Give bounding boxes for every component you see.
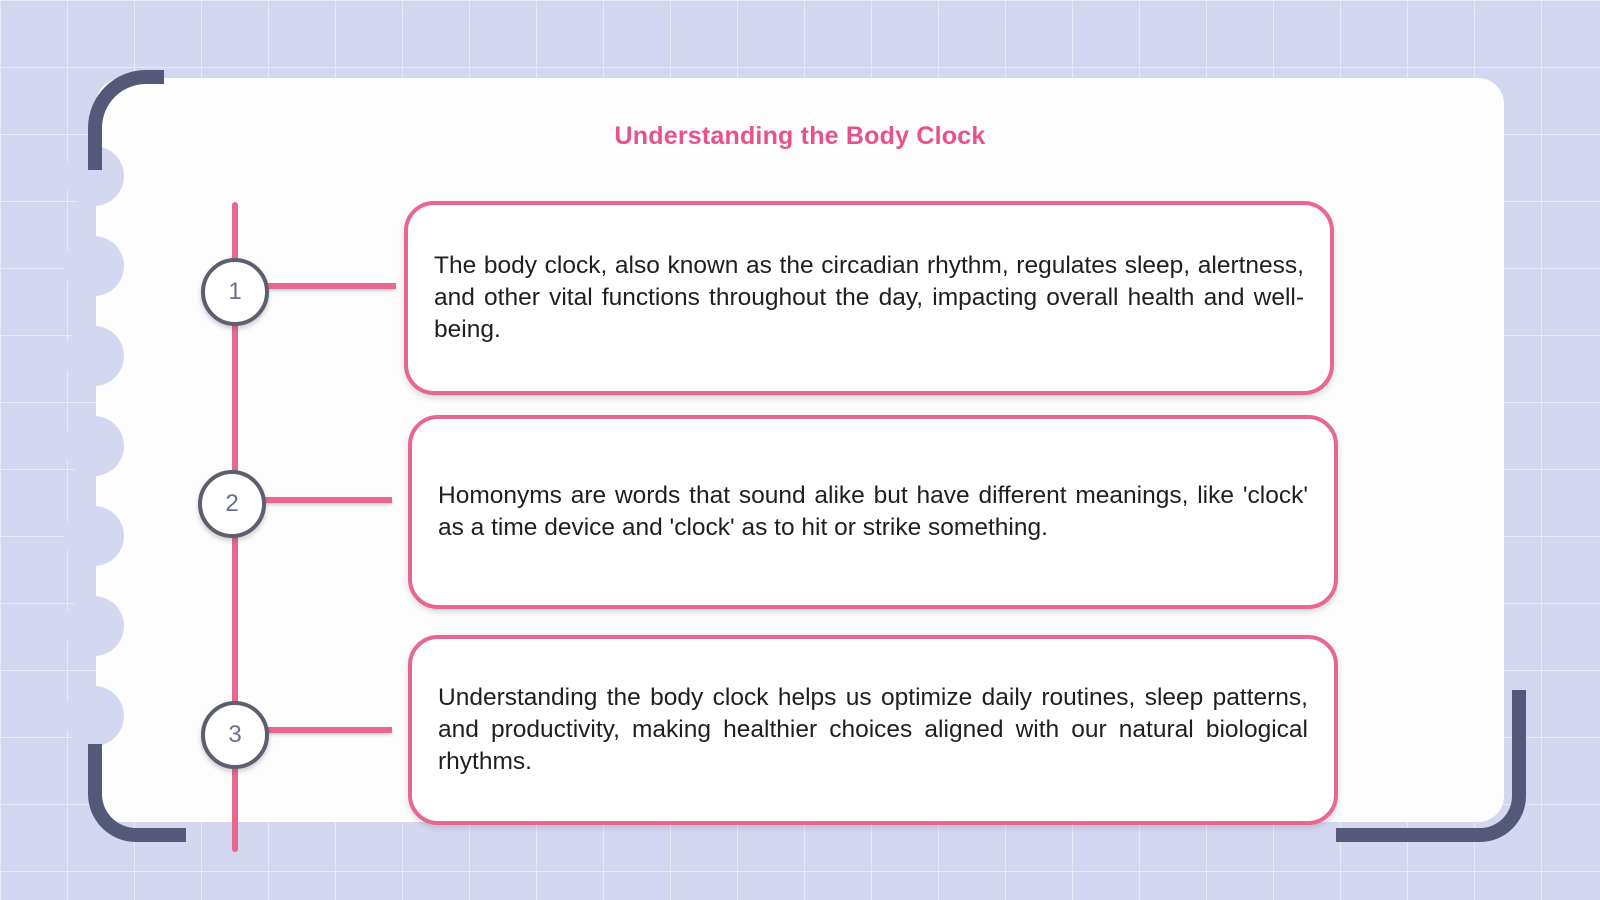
step-number: 2 [225, 490, 239, 517]
timeline-connector [266, 283, 396, 289]
step-content-box [408, 635, 1338, 825]
step-number-circle [201, 258, 269, 326]
corner-bracket-top-left [88, 70, 164, 170]
timeline-connector [262, 497, 392, 503]
page-scallop [64, 236, 124, 296]
step-number: 1 [228, 278, 242, 305]
step-number-circle [198, 470, 266, 538]
step-text: Homonyms are words that sound alike but have different meanings, like 'clock' as a time device and 'clock' as to hit or strike something. [438, 482, 1308, 541]
page-scallop [64, 686, 124, 746]
step-text: Understanding the body clock helps us optimize daily routines, sleep patterns, and productivity, making healthier choices aligned with our natural biological rhythms. [438, 684, 1308, 775]
step-number: 3 [228, 721, 242, 748]
step-number-circle [201, 701, 269, 769]
page-scallop [64, 326, 124, 386]
page-scallop [64, 596, 124, 656]
slide-title: Understanding the Body Clock [614, 122, 986, 150]
step-content-box [404, 201, 1334, 395]
timeline-connector [266, 727, 392, 733]
corner-bracket-bottom-left [88, 744, 186, 842]
page-scallop [64, 416, 124, 476]
corner-bracket-bottom-right [1336, 690, 1526, 842]
step-content-box [408, 415, 1338, 609]
page-scallop [64, 506, 124, 566]
step-text: The body clock, also known as the circadian rhythm, regulates sleep, alertness, and other vital functions throughout the day, impacting overall health and well-being. [434, 252, 1304, 343]
